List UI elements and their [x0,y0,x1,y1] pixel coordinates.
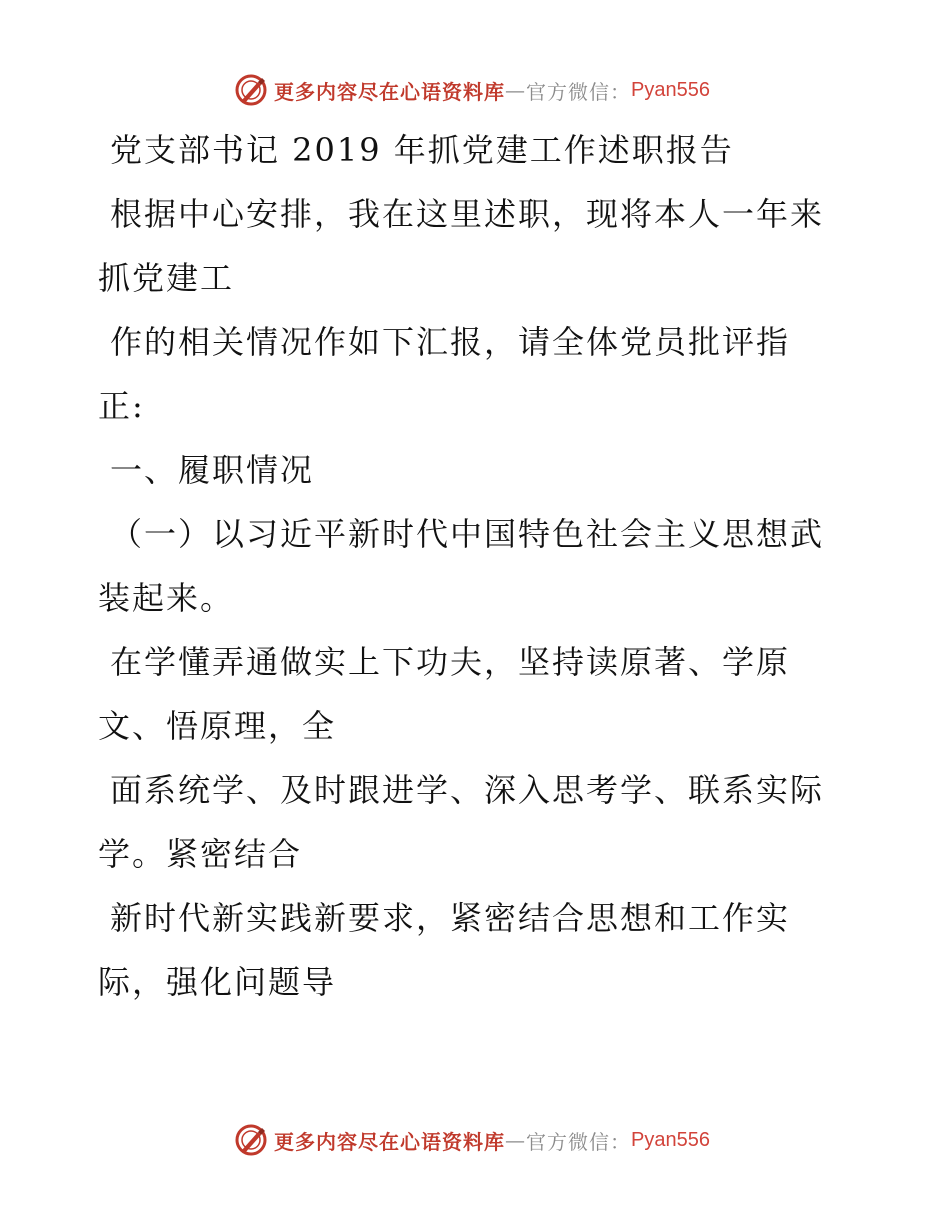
banner-wechat-id: Pyan556 [631,1128,710,1151]
paragraph-line: 作的相关情况作如下汇报，请全体党员批评指 [110,323,791,361]
banner-wechat-label: 官方微信： [526,79,631,104]
banner-wechat-id: Pyan556 [631,78,710,101]
pen-logo-icon [234,73,268,107]
paragraph-line: 抓党建工 [98,259,235,297]
footer-watermark-banner [234,1122,710,1158]
paragraph-line: 正: [98,387,145,425]
paragraph-line: 际，强化问题导 [98,963,337,1001]
subsection-heading: （一）以习近平新时代中国特色社会主义思想武 [110,515,825,553]
banner-dash: — [505,1128,526,1152]
paragraph-line: 在学懂弄通做实上下功夫，坚持读原著、学原 [110,643,791,681]
banner-dash: — [505,78,526,102]
paragraph-line: 装起来。 [98,579,235,617]
paragraph-line: 学。紧密结合 [98,835,303,873]
banner-wechat-label: 官方微信： [526,1129,631,1154]
banner-brand-text: 更多内容尽在心语资料库 [274,1129,505,1154]
paragraph-line: 面系统学、及时跟进学、深入思考学、联系实际 [110,771,825,809]
pen-logo-icon [234,1123,268,1157]
document-title: 党支部书记 2019 年抓党建工作述职报告 [110,131,734,169]
document-body [98,118,838,1014]
header-watermark-banner [234,72,710,108]
section-heading: 一、履职情况 [110,451,315,489]
paragraph-line: 根据中心安排，我在这里述职，现将本人一年来 [110,195,825,233]
paragraph-line: 新时代新实践新要求，紧密结合思想和工作实 [110,899,791,937]
paragraph-line: 文、悟原理，全 [98,707,337,745]
banner-brand-text: 更多内容尽在心语资料库 [274,79,505,104]
